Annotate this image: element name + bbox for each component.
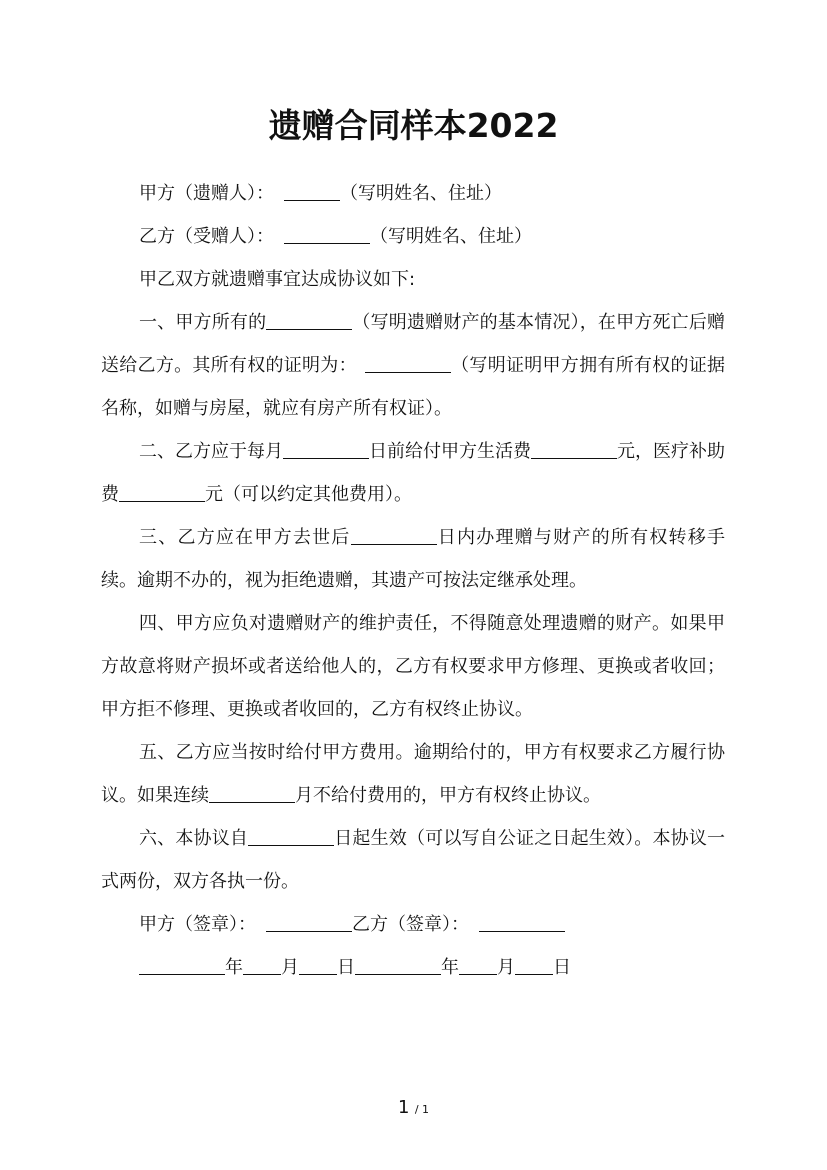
clause-2-text-a: 二、乙方应于每月: [139, 441, 283, 462]
clause-1-text-c: （写明证明甲方拥有所有权的证据名称，如赠与房屋，就应有房产所有权证）。: [101, 355, 726, 419]
month-a-label: 月: [281, 957, 299, 978]
clause-6-text-a: 六、本协议自: [139, 828, 249, 849]
day-a-label: 日: [337, 957, 355, 978]
day-b-label: 日: [553, 957, 571, 978]
year-b-label: 年: [441, 957, 459, 978]
month-b-blank: [459, 954, 497, 975]
clause-2-text-b: 日前给付甲方生活费: [369, 441, 531, 462]
agreement-intro: 甲乙双方就遗赠事宜达成协议如下:: [139, 269, 416, 290]
month-b-label: 月: [497, 957, 515, 978]
month-a-blank: [243, 954, 281, 975]
clause-6: [101, 817, 725, 903]
party-a-blank: [284, 180, 340, 201]
day-a-blank: [299, 954, 337, 975]
clause-5-text-a: 五、乙方应当按时给付甲方费用。逾期给付的，甲方有权要求乙方履行协议。如果连续: [101, 742, 725, 806]
party-b-note: （写明姓名、住址）: [370, 226, 532, 247]
clause-2-text-c: 元，医疗补助费: [101, 441, 725, 505]
clause-6-text-b: 日起生效（可以写自公证之日起生效）。本协议一式两份，双方各执一份。: [101, 828, 726, 892]
year-b-blank: [355, 954, 441, 975]
ownership-proof-blank: [365, 352, 451, 373]
clause-1: [101, 301, 725, 430]
party-a-line: [101, 172, 725, 215]
party-b-signature-blank: [479, 911, 565, 932]
medical-subsidy-blank: [119, 481, 205, 502]
clause-5: [101, 731, 725, 817]
date-line: [101, 946, 725, 989]
page-total: / 1: [414, 1103, 430, 1116]
party-a-label: 甲方（遗赠人）：: [139, 183, 274, 204]
party-b-label: 乙方（受赠人）：: [139, 226, 274, 247]
clause-5-text-b: 月不给付费用的，甲方有权终止协议。: [295, 785, 601, 806]
clause-2: [101, 430, 725, 516]
property-blank: [266, 309, 352, 330]
day-blank: [283, 438, 369, 459]
year-a-blank: [139, 954, 225, 975]
clause-3-text-a: 三、乙方应在甲方去世后: [139, 527, 351, 548]
clause-2-text-d: 元（可以约定其他费用）。: [205, 484, 412, 505]
transfer-days-blank: [351, 524, 437, 545]
clause-1-text-a: 一、甲方所有的: [139, 312, 267, 333]
party-b-line: [101, 215, 725, 258]
year-a-label: 年: [225, 957, 243, 978]
clause-3-text-b: 日内办理赠与财产的所有权转移手续。逾期不办的，视为拒绝遗赠，其遗产可按法定继承处理。: [101, 527, 726, 591]
document-title: 遗赠合同样本2022: [268, 106, 559, 145]
page-current: 1: [397, 1097, 410, 1118]
page-number: [0, 1097, 827, 1118]
clause-4: 四、甲方应负对遗赠财产的维护责任，不得随意处理遗赠的财产。如果甲方故意将财产损坏或者送给他人的，乙方有权要求甲方修理、更换或者收回；甲方拒不修理、更换或者收回的，乙方有权终止协议。: [101, 613, 725, 720]
effective-date-blank: [248, 825, 334, 846]
party-b-blank: [284, 223, 370, 244]
clause-1-text-b: （写明遗赠财产的基本情况），在甲方死亡后赠送给乙方。其所有权的证明为：: [101, 312, 725, 376]
clause-3: [101, 516, 725, 602]
signature-line: [101, 903, 725, 946]
party-a-signature-blank: [266, 911, 352, 932]
day-b-blank: [515, 954, 553, 975]
months-blank: [209, 782, 295, 803]
party-a-signature-label: 甲方（签章）：: [139, 914, 256, 935]
party-b-signature-label: 乙方（签章）：: [352, 914, 469, 935]
document-body: [101, 172, 725, 989]
living-expense-blank: [531, 438, 617, 459]
party-a-note: （写明姓名、住址）: [340, 183, 502, 204]
